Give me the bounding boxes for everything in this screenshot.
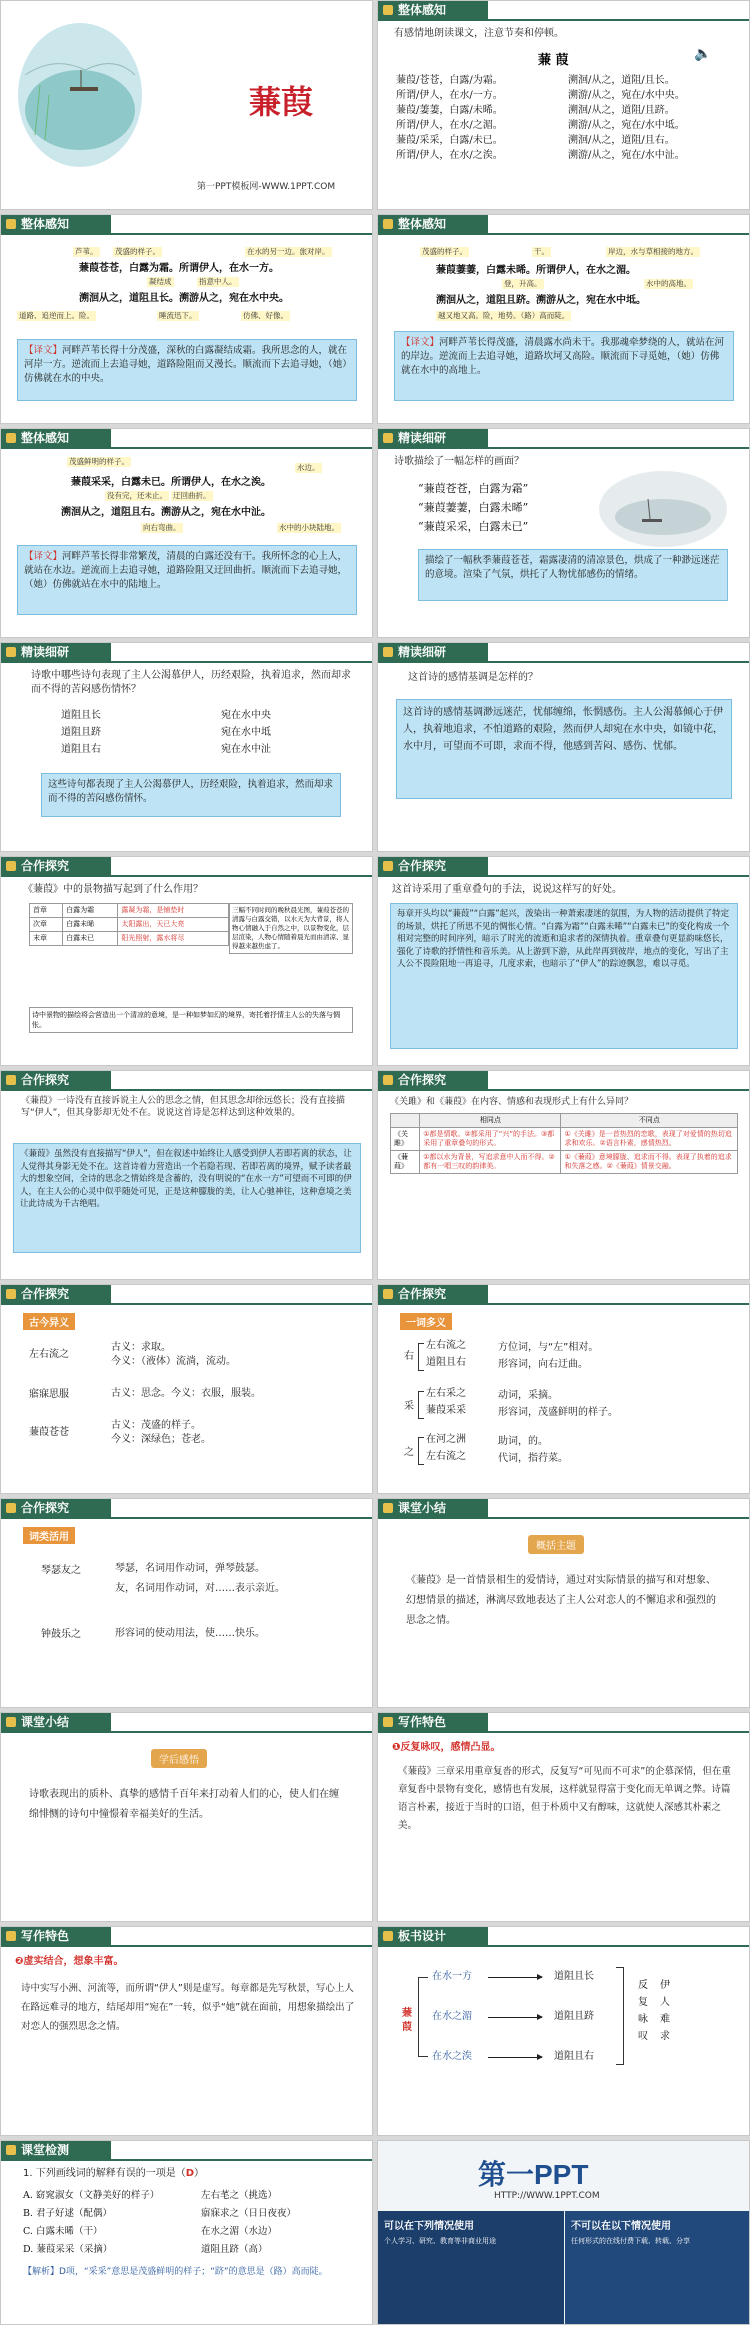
- point-heading: ❶反复咏叹，感情凸显。: [392, 1742, 501, 1753]
- translation-box: 【译文】河畔芦苇长得十分茂盛，深秋的白露凝结成霜。我所思念的人，就在河岸一方。逆流而上去追寻她，道路险阻而又漫长。顺流而下去追寻她，（她）仿佛就在水的中央。: [17, 339, 357, 401]
- answer-box: 《蒹葭》虽然没有直接描写“伊人”，但在叙述中始终让人感受到伊人若即若离的状态，让人觉得其身影无处不在。这首诗着力营造出一个若隐若现、若即若离的境界，赋予读者最大的想象空间，全诗的思念之情始终是含蓄的，没有明说的“在水一方”可望而不可即的伊人，在主人公的心灵中似乎随处可见，正是这种朦胧的美，让人心驰神往，这种意境之美让此诗成为千古绝唱。: [13, 1143, 361, 1253]
- quiz-explanation: 【解析】D项，“采采”意思是茂盛鲜明的样子；“跻”的意思是（路）高而陡。: [23, 2267, 328, 2277]
- compare-table: 相同点 不同点 《关雎》 ①都是情歌。②都采用了“兴”的手法。③都采用了重章叠句的形式。 ①《关雎》是一首热烈的恋歌，表现了对爱情的热切追求和欢乐。②语言朴素，感情热烈。 《蒹葭》 ①都以水为背景，写追求意中人而不得。②都有一唱三叹的韵律美。 ①《蒹葭》意境朦胧、追求而不得。表现了执着的追求和失落之感。②《蒹葭》情景交融。: [390, 1113, 738, 1174]
- slide-header: 精读细研: [1, 643, 111, 661]
- slide-read-aloud: [377, 0, 750, 210]
- slide-header: 精读细研: [378, 429, 488, 447]
- intro-text: 有感情地朗读课文，注意节奏和停顿。: [394, 28, 564, 39]
- scenery-note: 三幅不同时间的晚秋晨光图，蒹葭苍苍的清露与白露交错，以水天为大背景，将人物心情融入于自然之中，以景物变化，层层渲染，人物心情随着晨光而由清凉、显得越来越焦虑了。: [229, 903, 353, 954]
- annotation: 道路、追逆而上。险。: [19, 311, 94, 320]
- board-target: 道阻且长: [554, 1971, 594, 1982]
- board-conclusion: 伊人难求: [660, 1980, 670, 2042]
- line-pair-left: 道阻且长 道阻且跻 道阻且右: [61, 710, 101, 755]
- slide-writing-2: [0, 1926, 373, 2136]
- annotation: 芦苇。: [75, 247, 98, 256]
- slide-header: 合作探究: [1, 1071, 111, 1089]
- slide-header: 写作特色: [378, 1713, 488, 1731]
- annotation: 越又地又高。险，地势。（路）高而陡。: [438, 311, 570, 320]
- section-badge: 古今异义: [23, 1313, 75, 1330]
- usage-right: 不可以在以下情况使用 任何形式的在线付费下载、转载、分享: [565, 2211, 750, 2325]
- slide-title-text: 蒹葭: [249, 83, 314, 121]
- slide-summary-theme: [377, 1498, 750, 1708]
- slide-header: 课堂检测: [1, 2141, 111, 2159]
- board-target: 道阻且跻: [554, 2011, 594, 2022]
- answer-box: 每章开头均以“蒹葭”“白露”起兴，泼染出一种萧索凄迷的氛围，为人物的活动提供了特定的场景，烘托了所思不见的惆怅心情。“白露为霜”“白露未晞”“白露未已”的变化构成一个相对完整的时间序列，暗示了时光的流逝和追求者的深情执着。重章叠句更显韵味悠长，强化了诗歌的抒情性和音乐美。从上游到下游，从此岸再到彼岸，地点的变化，写出了主人公不畏险阻地一再追寻，几度求索，也暗示了“伊人”的踪迹飘忽，难以寻觅。: [390, 903, 738, 1049]
- point-text: 《蒹葭》三章采用重章复沓的形式，反复写“可见而不可求”的企慕深情，但在重章复沓中景物有变化，感情也有发展，这样就显得富于变化而无单调之弊。诗篇语言朴素，接近于当时的口语，但于朴质中又有醇味，这就使人深感其朴素之美。: [398, 1766, 731, 1831]
- board-root: 蒹葭: [402, 2008, 412, 2033]
- slide-reflection: [0, 1712, 373, 1922]
- poem-right: 溯洄/从之，道阻/且长。 溯游/从之，宛在/水中央。 溯洄/从之，道阻/且跻。 溯游/从之，宛在/水中坻。 溯洄/从之，道阻/且右。 溯游/从之，宛在/水中沚。: [568, 75, 685, 161]
- usage-left: 可以在下列情况使用 个人学习、研究、教育等非商业用途: [378, 2211, 564, 2325]
- reflection-text: 诗歌表现出的质朴、真挚的感情千百年来打动着人们的心，使人们在缠绵悱恻的诗句中憧憬着幸福美好的生活。: [29, 1789, 339, 1820]
- question: 《蒹葭》中的景物描写起到了什么作用？: [23, 884, 203, 895]
- slide-header: 课堂小结: [378, 1499, 488, 1517]
- slide-header: 合作探究: [1, 1285, 111, 1303]
- decor-corner: [302, 1887, 372, 1921]
- question: 诗歌描绘了一幅怎样的画面？: [394, 456, 524, 467]
- slide-header: 课堂小结: [1, 1713, 111, 1731]
- annotation: 仿佛、好像。: [243, 311, 288, 320]
- slide-caption: 第一PPT模板网-WWW.1PPT.COM: [197, 182, 336, 192]
- slide-scene: [377, 428, 750, 638]
- poem-quotes: “蒹葭苍苍，白露为霜” “蒹葭萋萋，白露未晞” “蒹葭采采，白露未已”: [418, 482, 529, 533]
- question: 这首诗采用了重章叠句的手法，说说这样写的好处。: [392, 884, 622, 895]
- summary-text: 《蒹葭》是一首情景相生的爱情诗，通过对实际情景的描写和对想象、幻想情景的描述，淋漓尽致地表达了主人公对恋人的不懈追求和强烈的思念之情。: [406, 1575, 716, 1626]
- slide-implicit: [0, 1070, 373, 1280]
- annotation: 茂盛的样子。: [115, 247, 160, 256]
- question: 这首诗的感情基调是怎样的？: [408, 672, 538, 683]
- question: 诗歌中哪些诗句表现了主人公渴慕伊人，历经艰险，执着追求，然而却求而不得的苦闷感伤情怀？: [31, 670, 351, 695]
- answer-box: 这首诗的感情基调渺远迷茫，忧郁缠绵，怅惘感伤。主人公渴慕倾心于伊人，执着地追求，不怕道路的艰险，然而伊人却宛在水中央，如镜中花，水中月，可望而不可即，求而不得，他感到苦闷、感伤、忧郁。: [396, 699, 732, 799]
- section-badge: 概括主题: [528, 1535, 584, 1554]
- slide-header: 合作探究: [378, 1285, 488, 1303]
- annotation: 茂盛鲜明的样子。: [69, 457, 129, 466]
- poem-line: 溯洄从之，道阻且右。溯游从之，宛在水中沚。: [61, 507, 271, 518]
- section-badge: 词类活用: [23, 1527, 75, 1544]
- lake-illustration: [15, 15, 145, 175]
- board-conclusion: 反复咏叹: [638, 1980, 648, 2042]
- decor-corner: [302, 1459, 372, 1493]
- section-badge: 一词多义: [400, 1313, 452, 1330]
- term-explanation: 古义：茂盛的样子。 今义：深绿色；苍老。: [111, 1420, 211, 1445]
- line-pair-right: 宛在水中央 宛在水中坻 宛在水中沚: [221, 710, 271, 755]
- slide-header: 合作探究: [378, 1071, 488, 1089]
- slide-header: 合作探究: [1, 857, 111, 875]
- slide-header: 整体感知: [378, 215, 488, 233]
- slide-header: 整体感知: [378, 1, 488, 19]
- term: 寤寐思服: [29, 1389, 69, 1400]
- annotation: 在水的另一边。旅对岸。: [247, 247, 330, 256]
- poem-line: 蒹葭萋萋，白露未晞。所谓伊人，在水之湄。: [436, 265, 636, 276]
- slide-header: 整体感知: [1, 215, 111, 233]
- slide-word-class: 合作探究 词类活用 琴瑟友之 琴瑟，名词用作动词，弹琴鼓瑟。 友，名词用作动词，对……表示亲近。 钟鼓乐之 形容词的使动用法，使……快乐。: [0, 1498, 373, 1708]
- slide-compare: [377, 1070, 750, 1280]
- misty-lake-image: [598, 469, 728, 549]
- slide-header: 写作特色: [1, 1927, 111, 1945]
- scenery-footnote: 诗中景物的描绘将会营造出一个清凉的意境，是一种如梦如幻的境界，寄托着抒情主人公的失落与惆怅。: [29, 1007, 353, 1033]
- annotation: 向右弯曲。: [143, 523, 181, 532]
- decor-corner: [679, 175, 749, 209]
- board-branch: 在水之湄: [432, 2011, 472, 2022]
- board-branch: 在水之涘: [432, 2051, 472, 2062]
- slide-header: 板书设计: [378, 1927, 488, 1945]
- annotation: 水中的小块陆地。: [279, 523, 339, 532]
- term-explanation: 古义：求取。 今义：（液体）流淌，流动。: [111, 1342, 236, 1367]
- annotation: 茂盛的样子。: [422, 247, 467, 256]
- annotation: 干。: [534, 247, 549, 256]
- quiz-options: A. 窈窕淑女（文静美好的样子） B. 君子好逑（配偶） C. 白露未晞（干） D. 蒹葭采采（采摘）: [23, 2190, 160, 2255]
- phrase: 琴瑟友之: [41, 1565, 81, 1576]
- decor-corner: [679, 603, 749, 637]
- slide-scenery-role: [0, 856, 373, 1066]
- point-heading: ❷虚实结合，想象丰富。: [15, 1956, 124, 1967]
- slide-lines-pursuit: [0, 642, 373, 852]
- annotation: 睡流迅下。: [159, 311, 197, 320]
- translation-box: 【译文】河畔芦苇长得茂盛，清晨露水尚未干。我那魂牵梦绕的人，就站在河的岸边。逆流而上去追寻她，道路坎坷又高险。顺流而下寻觅她，（她）仿佛就在水中的高地上。: [394, 331, 734, 401]
- annotation: 水边。: [297, 463, 320, 472]
- poem-line: 蒹葭采采，白露未已。所谓伊人，在水之涘。: [71, 477, 271, 488]
- board-target: 道阻且右: [554, 2051, 594, 2062]
- decor-corner: [302, 1031, 372, 1065]
- annotation: 凝结成: [149, 277, 172, 286]
- poem-line: 溯洄从之，道阻且跻。溯游从之，宛在水中坻。: [436, 295, 646, 306]
- speaker-icon[interactable]: 🔈: [694, 46, 712, 62]
- term-explanation: 古义：思念。今义：衣服，服装。: [111, 1388, 261, 1399]
- poem-line: 蒹葭苍苍，白露为霜。所谓伊人，在水一方。: [79, 263, 279, 274]
- decor-corner: [679, 817, 749, 851]
- decor-corner: [679, 1673, 749, 1707]
- polysemy-char: 之: [404, 1447, 414, 1458]
- question: 《蒹葭》一诗没有直接诉说主人公的思念之情，但其思念却徐远悠长；没有直接描写“伊人”，但其身影却无处不在。说说这首诗是怎样达到这种效果的。: [21, 1096, 346, 1118]
- decor-corner: [679, 1459, 749, 1493]
- board-branch: 在水一方: [432, 1971, 472, 1982]
- scenery-table: 首章 白露为霜 露凝为霜，是铺垫时 次章 白露未晞 太阳露出，天已大亮 末章 白露未已 阳光照射，露水将尽: [29, 903, 229, 946]
- slide-quiz: [0, 2140, 373, 2325]
- brand-url: HTTP://WWW.1PPT.COM: [494, 2191, 600, 2201]
- annotation: 岸边，水与草相接的地方。: [608, 247, 698, 256]
- answer-box: 这些诗句都表现了主人公渴慕伊人，历经艰险，执着追求，然而却求而不得的苦闷感伤情怀。: [41, 773, 341, 817]
- slide-tone: [377, 642, 750, 852]
- polysemy-char: 右: [404, 1351, 414, 1362]
- annotation: 指意中人。: [199, 277, 237, 286]
- poem-left: 蒹葭/苍苍，白露/为霜。 所谓/伊人，在水/一方。 蒹葭/萋萋，白露/未晞。 所谓/伊人，在水/之湄。 蒹葭/采采，白露/未已。 所谓/伊人，在水/之涘。: [396, 75, 503, 161]
- poem-line: 溯洄从之，道阻且长。溯游从之，宛在水中央。: [79, 293, 289, 304]
- decor-corner: [302, 1673, 372, 1707]
- quiz-options-right: 左右芼之（挑选） 寤寐求之（日日夜夜） 在水之湄（水边） 道阻且跻（高）: [201, 2190, 297, 2255]
- quiz-question: 1. 下列画线词的解释有误的一项是（D）: [23, 2168, 205, 2179]
- term: 左右流之: [29, 1349, 69, 1360]
- slide-title: [0, 0, 373, 210]
- slide-board: [377, 1926, 750, 2136]
- poem-title: 蒹 葭: [538, 53, 569, 68]
- slide-ancient-modern: [0, 1284, 373, 1494]
- slide-writing-1: [377, 1712, 750, 1922]
- slide-stanza2: [377, 214, 750, 424]
- slide-header: 整体感知: [1, 429, 111, 447]
- slide-stanza1: [0, 214, 373, 424]
- slide-polysemy: 合作探究 一词多义 右 左右流之 道阻且右 方位词，与“左”相对。 形容词，向右迂曲。 采 左右采之 蒹葭采采 动词，采摘。 形容词，茂盛鲜明的样子。 之 在河之洲 左右流之 助词，的。 代词，指荇菜。: [377, 1284, 750, 1494]
- annotation: 登，升高。: [504, 279, 542, 288]
- decor-corner: [302, 2101, 372, 2135]
- point-text: 诗中实写小洲、河流等，而所谓“伊人”则是虚写。每章都是先写秋景，写心上人在路远难寻的地方，结尾却用“宛在”一转，似乎“她”就在面前，用想象描绘出了对恋人的强烈思念之情。: [21, 1983, 355, 2032]
- term: 蒹葭苍苍: [29, 1427, 69, 1438]
- slide-header: 合作探究: [1, 1499, 111, 1517]
- decor-corner: [679, 1887, 749, 1921]
- brand-logo: 第一PPT: [478, 2159, 589, 2190]
- phrase: 钟鼓乐之: [41, 1629, 81, 1640]
- decor-corner: [302, 817, 372, 851]
- decor-corner: [679, 1245, 749, 1279]
- annotation: 水中的高地。: [646, 279, 691, 288]
- annotation: 迂回曲折。: [173, 491, 211, 500]
- slide-brand: [377, 2140, 750, 2325]
- polysemy-char: 采: [404, 1401, 414, 1412]
- translation-box: 【译文】河畔芦苇长得非常繁茂，清晨的白露还没有干。我所怀念的心上人，就站在水边。逆流而上去追寻她，道路险阻又迂回曲折。顺流而下去追寻她，（她）仿佛就站在水中的陆地上。: [17, 545, 357, 615]
- slide-header: 精读细研: [378, 643, 488, 661]
- slide-repetition: [377, 856, 750, 1066]
- question: 《关雎》和《蒹葭》在内容、情感和表现形式上有什么异同？: [390, 1097, 634, 1107]
- slide-header: 合作探究: [378, 857, 488, 875]
- annotation: 没有完，还未止。: [107, 491, 167, 500]
- slide-stanza3: [0, 428, 373, 638]
- section-badge: 学后感悟: [151, 1749, 207, 1768]
- answer-box: 描绘了一幅秋季蒹葭苍苍，霜露凄清的清凉景色，烘成了一种渺远迷茫的意境。渲染了气氛，烘托了人物忧郁感伤的情绪。: [418, 549, 728, 601]
- decor-corner: [679, 2101, 749, 2135]
